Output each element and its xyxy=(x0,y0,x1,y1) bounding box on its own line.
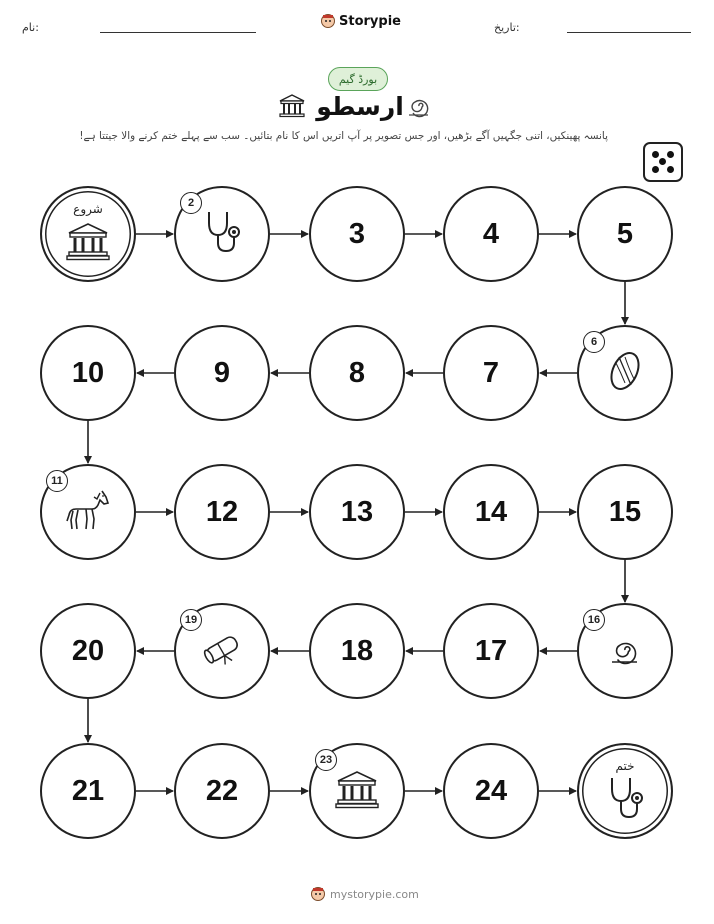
start-cell xyxy=(40,186,136,282)
name-label: نام: xyxy=(22,21,39,34)
board-cell-19 xyxy=(174,603,270,699)
board-cell-21 xyxy=(40,743,136,839)
board-cell-10 xyxy=(40,325,136,421)
finish-cell xyxy=(577,743,673,839)
board-cell-11 xyxy=(40,464,136,560)
board-cell-2 xyxy=(174,186,270,282)
board-cell-18 xyxy=(309,603,405,699)
cell-number: 5 xyxy=(616,217,634,250)
footer xyxy=(310,886,419,902)
cell-number: 7 xyxy=(482,356,500,389)
board-cell-3 xyxy=(309,186,405,282)
cell-number: 9 xyxy=(213,356,231,389)
board-cell-6 xyxy=(577,325,673,421)
start-label: شروع xyxy=(73,202,103,216)
brand-name: Storypie xyxy=(339,13,401,29)
board-cell-13 xyxy=(309,464,405,560)
category-badge: بورڈ گیم xyxy=(328,67,388,91)
stethoscope-icon xyxy=(201,209,243,259)
cell-number: 24 xyxy=(474,774,508,807)
cell-number-badge: 19 xyxy=(180,609,202,631)
cell-number-badge: 11 xyxy=(46,470,68,492)
date-label: تاریخ: xyxy=(494,21,520,34)
board-cell-24 xyxy=(443,743,539,839)
board-cell-22 xyxy=(174,743,270,839)
cell-number-badge: 2 xyxy=(180,192,202,214)
finish-label: ختم xyxy=(615,759,635,773)
cell-number: 3 xyxy=(348,217,366,250)
cell-number-badge: 6 xyxy=(583,331,605,353)
cell-number: 14 xyxy=(474,495,508,528)
footer-url[interactable]: mystorypie.com xyxy=(330,887,419,901)
cell-number: 8 xyxy=(348,356,366,389)
board-cell-23 xyxy=(309,743,405,839)
page-title: ارسطو xyxy=(316,92,404,121)
instructions-text: پانسہ پھینکیں، اتنی جگہیں آگے بڑھیں، اور جس تصویر پر آپ اتریں اس کا نام بتائیں۔ سب سے پہلے ختم کرنے والا جیتتا ہے! xyxy=(79,130,608,142)
cell-number-badge: 23 xyxy=(315,749,337,771)
storypie-mascot-icon xyxy=(310,886,326,902)
board-cell-8 xyxy=(309,325,405,421)
cell-number: 20 xyxy=(71,634,105,667)
temple-icon xyxy=(66,221,110,265)
seed-icon xyxy=(605,349,645,397)
board-cell-4 xyxy=(443,186,539,282)
cell-number: 10 xyxy=(71,356,105,389)
snail-shell-icon xyxy=(607,632,643,670)
cell-number: 21 xyxy=(71,774,105,807)
temple-icon xyxy=(335,769,379,813)
board-cell-20 xyxy=(40,603,136,699)
board-cell-14 xyxy=(443,464,539,560)
cell-number: 18 xyxy=(340,634,374,667)
cell-number: 15 xyxy=(608,495,642,528)
cell-number: 4 xyxy=(482,217,500,250)
board-cell-16 xyxy=(577,603,673,699)
cell-number: 17 xyxy=(474,634,508,667)
cell-number: 13 xyxy=(340,495,374,528)
board-cell-7 xyxy=(443,325,539,421)
board-cell-12 xyxy=(174,464,270,560)
horse-icon xyxy=(62,487,114,537)
cell-number-badge: 16 xyxy=(583,609,605,631)
scroll-icon xyxy=(199,629,245,673)
cell-number: 12 xyxy=(205,495,239,528)
stethoscope-icon xyxy=(604,775,646,825)
board-cell-9 xyxy=(174,325,270,421)
board-cell-5 xyxy=(577,186,673,282)
board-cell-15 xyxy=(577,464,673,560)
board-cell-17 xyxy=(443,603,539,699)
cell-number: 22 xyxy=(205,774,239,807)
